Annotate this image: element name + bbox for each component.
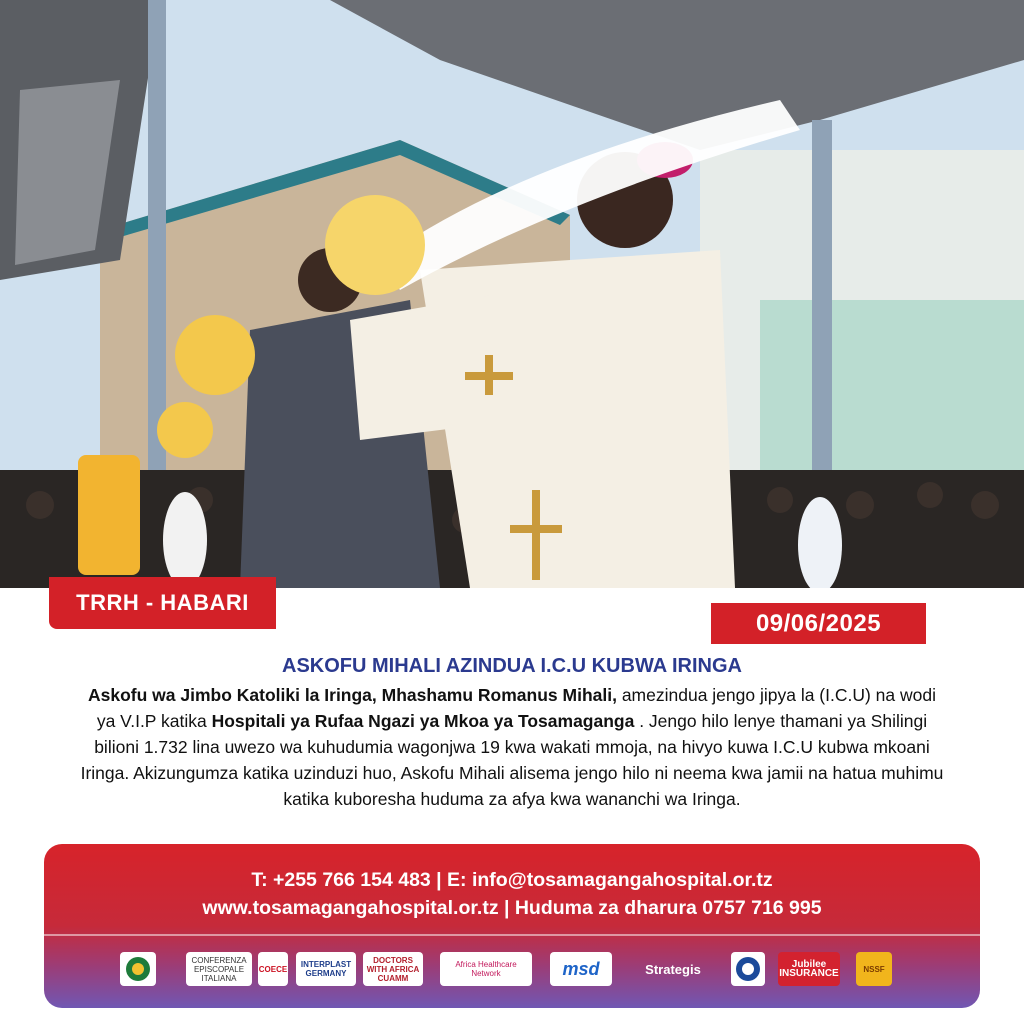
contact-line-web-emergency: www.tosamagangahospital.or.tz | Huduma za dharura 0757 716 995 <box>202 897 822 919</box>
interplast-logo: INTERPLAST GERMANY <box>296 952 356 986</box>
article-headline: ASKOFU MIHALI AZINDUA I.C.U KUBWA IRINGA <box>282 655 742 677</box>
msd-logo: msd <box>550 952 612 986</box>
coece-logo: COECE <box>258 952 288 986</box>
lead-bold: Askofu wa Jimbo Katoliki la Iringa, Mhashamu Romanus Mihali, <box>87 685 617 705</box>
tanzania-coat-of-arms-icon <box>120 952 156 986</box>
doctors-with-africa-logo: DOCTORS WITH AFRICA CUAMM <box>363 952 423 986</box>
nssf-logo: NSSF <box>856 952 892 986</box>
africa-healthcare-network-logo: Africa Healthcare Network <box>440 952 532 986</box>
contact-line-phone-email: T: +255 766 154 483 | E: info@tosamagangahospital.or.tz <box>251 869 773 891</box>
body-text-2: . Jengo hilo lenye thamani ya Shilingi bilioni 1.732 lina uwezo wa kuhudumia wagonjwa 19 kwa wakati mmoja, na hivyo kuwa I.C.U kubwa mkoani Iringa. Akizungumza katika uzinduzi huo, Askofu Mihali alisema jengo hilo ni neema kwa jamii na hatua muhimu katika kuboresha huduma za afya kwa wananchi wa Iringa. <box>80 711 944 809</box>
partner-logos <box>120 952 940 988</box>
jubilee-logo: Jubilee INSURANCE <box>778 952 840 986</box>
hospital-name: Hospitali ya Rufaa Ngazi ya Mkoa ya Tosamaganga <box>211 711 635 731</box>
contact-info <box>44 866 980 922</box>
cei-logo: CONFERENZA EPISCOPALE ITALIANA <box>186 952 252 986</box>
body-text-1: amezindua jengo jipya la (I.C.U) na wodi ya V.I.P katika <box>96 685 937 731</box>
date-badge: 09/06/2025 <box>711 603 926 644</box>
section-tag: TRRH - HABARI <box>49 577 276 629</box>
strategis-logo: Strategis <box>645 961 701 977</box>
nhif-logo <box>731 952 765 986</box>
footer-banner <box>44 844 980 1008</box>
footer-divider <box>44 934 980 936</box>
article-body <box>78 682 946 812</box>
